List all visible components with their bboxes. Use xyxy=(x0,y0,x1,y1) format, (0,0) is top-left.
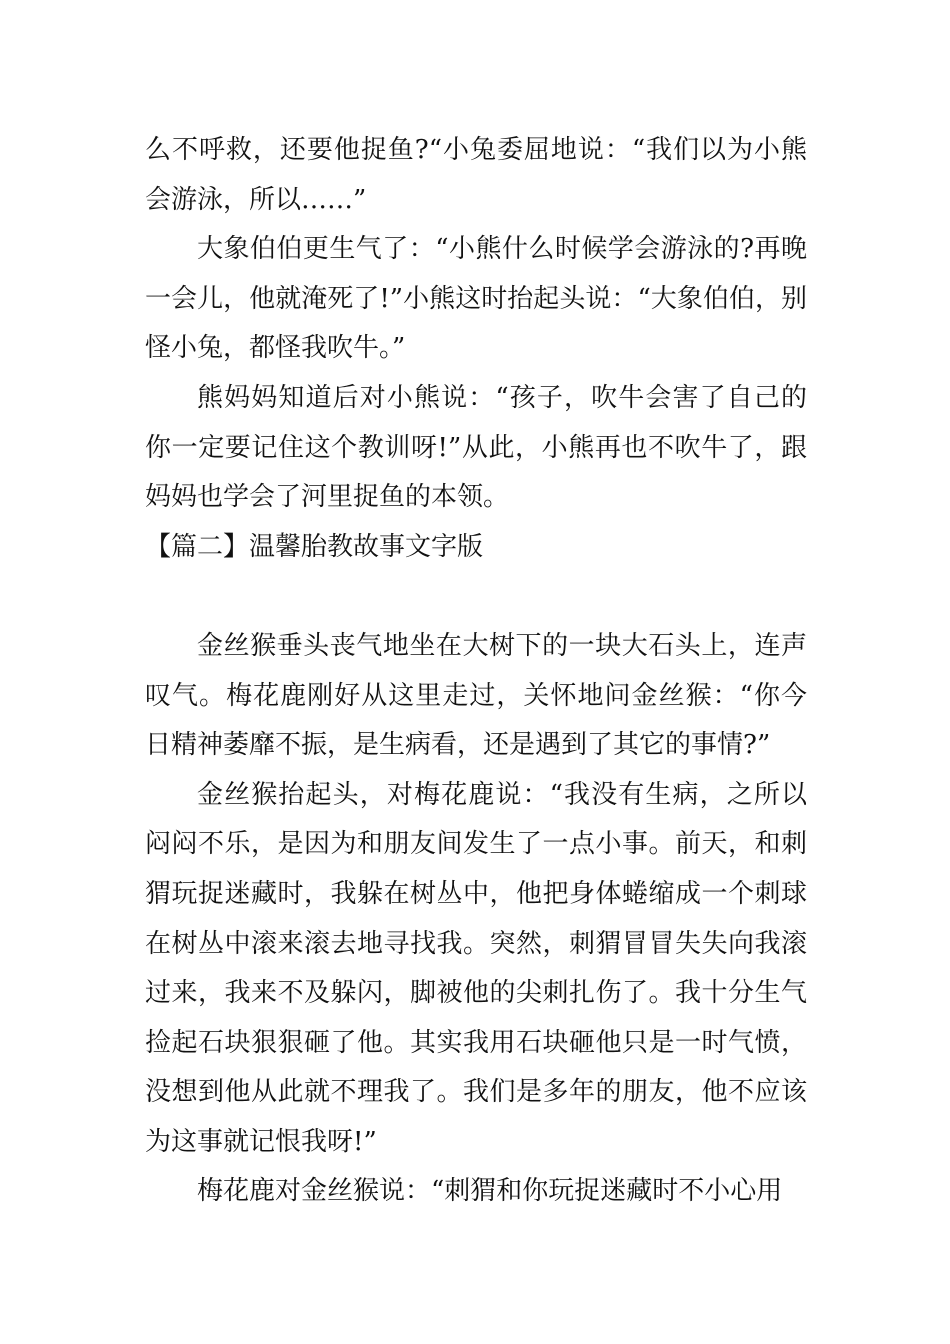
paragraph: 金丝猴垂头丧气地坐在大树下的一块大石头上，连声叹气。梅花鹿刚好从这里走过，关怀地问金丝猴：“你今日精神萎靡不振，是生病看，还是遇到了其它的事情?” xyxy=(145,630,807,761)
paragraph: 熊妈妈知道后对小熊说：“孩子，吹牛会害了自己的你一定要记住这个教训呀!”从此，小熊再也不吹牛了，跟妈妈也学会了河里捉鱼的本领。 xyxy=(145,382,807,513)
paragraph: 金丝猴抬起头，对梅花鹿说：“我没有生病，之所以闷闷不乐，是因为和朋友间发生了一点小事。前天，和刺猬玩捉迷藏时，我躲在树丛中，他把身体蜷缩成一个刺球在树丛中滚来滚去地寻找我。突然，刺猬冒冒失失向我滚过来，我来不及躲闪，脚被他的尖刺扎伤了。我十分生气捡起石块狠狠砸了他。其实我用石块砸他只是一时气愤，没想到他从此就不理我了。我们是多年的朋友，他不应该为这事就记恨我呀!” xyxy=(145,779,807,1157)
paragraph-continuation: 么不呼救，还要他捉鱼?“小兔委屈地说：“我们以为小熊会游泳，所以……” xyxy=(145,135,807,215)
paragraph: 大象伯伯更生气了：“小熊什么时候学会游泳的?再晚一会儿，他就淹死了!”小熊这时抬起头说：“大象伯伯，别怪小兔，都怪我吹牛。” xyxy=(145,234,807,364)
paragraph: 梅花鹿对金丝猴说：“刺猬和你玩捉迷藏时不小心用 xyxy=(197,1176,783,1207)
blank-line xyxy=(145,572,807,622)
section-heading: 【篇二】温馨胎教故事文字版 xyxy=(145,531,484,562)
document-body xyxy=(145,126,807,1217)
